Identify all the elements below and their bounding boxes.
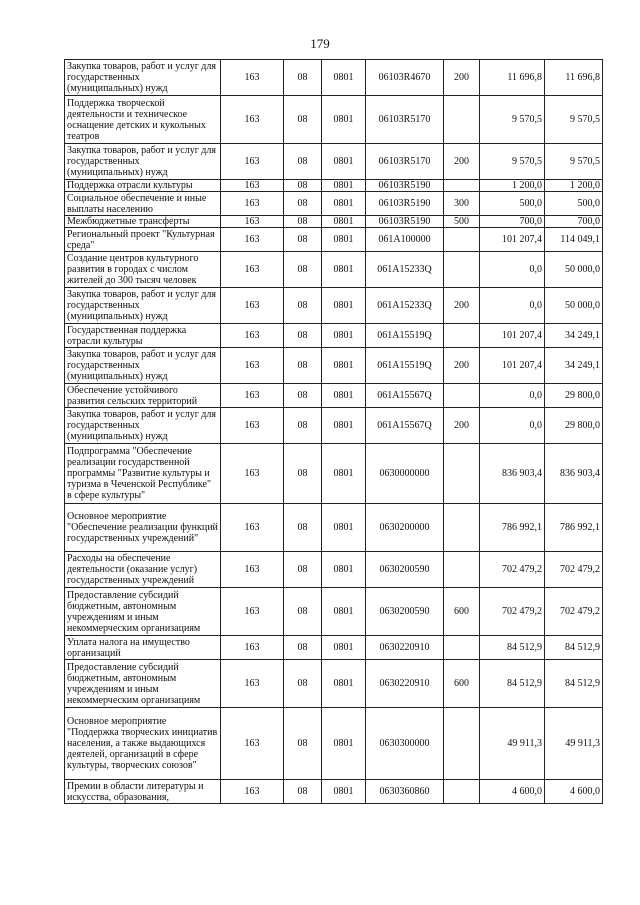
row-amount-2: 500,0 [545,192,603,216]
table-row [65,444,603,504]
row-expense-type: 600 [444,660,480,708]
row-name: Межбюджетные трансферты [65,216,221,228]
row-code: 163 [221,660,284,708]
row-name: Расходы на обеспечение деятельности (оказание услуг) государственных учреждений [65,552,221,588]
row-target-code: 06103R4670 [366,60,444,96]
row-code: 163 [221,324,284,348]
table-row [65,324,603,348]
row-subsection: 0801 [322,60,366,96]
row-amount-2: 1 200,0 [545,180,603,192]
row-amount-2: 702 479,2 [545,552,603,588]
row-target-code: 0630220910 [366,636,444,660]
row-target-code: 0630220910 [366,660,444,708]
row-subsection: 0801 [322,216,366,228]
row-expense-type [444,324,480,348]
row-subsection: 0801 [322,444,366,504]
budget-table [64,59,603,804]
row-target-code: 061A15519Q [366,324,444,348]
row-amount-2: 114 049,1 [545,228,603,252]
table-row [65,408,603,444]
row-code: 163 [221,180,284,192]
row-amount-1: 4 600,0 [480,780,545,804]
row-section: 08 [284,96,322,144]
row-name: Закупка товаров, работ и услуг для государственных (муниципальных) нужд [65,408,221,444]
row-subsection: 0801 [322,228,366,252]
row-code: 163 [221,444,284,504]
row-amount-2: 702 479,2 [545,588,603,636]
row-name: Закупка товаров, работ и услуг для государственных (муниципальных) нужд [65,144,221,180]
row-name: Социальное обеспечение и иные выплаты населению [65,192,221,216]
row-amount-2: 786 992,1 [545,504,603,552]
row-target-code: 06103R5190 [366,216,444,228]
page-number: 179 [310,36,330,51]
row-section: 08 [284,444,322,504]
row-expense-type [444,504,480,552]
row-code: 163 [221,552,284,588]
row-section: 08 [284,60,322,96]
row-amount-1: 700,0 [480,216,545,228]
row-section: 08 [284,660,322,708]
row-amount-1: 786 992,1 [480,504,545,552]
row-expense-type: 300 [444,192,480,216]
row-section: 08 [284,504,322,552]
row-subsection: 0801 [322,588,366,636]
table-row [65,144,603,180]
row-expense-type: 200 [444,348,480,384]
row-code: 163 [221,408,284,444]
row-code: 163 [221,504,284,552]
row-target-code: 061A15519Q [366,348,444,384]
row-section: 08 [284,192,322,216]
row-amount-2: 49 911,3 [545,708,603,780]
row-amount-2: 700,0 [545,216,603,228]
row-expense-type: 200 [444,408,480,444]
row-section: 08 [284,408,322,444]
row-amount-1: 0,0 [480,408,545,444]
row-subsection: 0801 [322,324,366,348]
row-section: 08 [284,228,322,252]
row-code: 163 [221,288,284,324]
row-amount-1: 500,0 [480,192,545,216]
row-section: 08 [284,588,322,636]
row-amount-1: 101 207,4 [480,324,545,348]
row-section: 08 [284,384,322,408]
row-target-code: 0630200590 [366,552,444,588]
row-amount-1: 11 696,8 [480,60,545,96]
row-expense-type: 200 [444,60,480,96]
row-subsection: 0801 [322,144,366,180]
row-target-code: 06103R5170 [366,96,444,144]
row-expense-type [444,384,480,408]
row-expense-type [444,228,480,252]
row-code: 163 [221,636,284,660]
row-subsection: 0801 [322,96,366,144]
table-row [65,288,603,324]
row-target-code: 061A15567Q [366,408,444,444]
row-expense-type: 600 [444,588,480,636]
row-target-code: 061A15233Q [366,288,444,324]
row-target-code: 06103R5190 [366,192,444,216]
row-expense-type [444,252,480,288]
table-row [65,636,603,660]
row-code: 163 [221,252,284,288]
row-section: 08 [284,708,322,780]
table-row [65,60,603,96]
row-amount-1: 9 570,5 [480,144,545,180]
row-amount-1: 84 512,9 [480,660,545,708]
row-section: 08 [284,144,322,180]
row-section: 08 [284,252,322,288]
row-subsection: 0801 [322,636,366,660]
row-expense-type: 500 [444,216,480,228]
row-expense-type [444,708,480,780]
row-section: 08 [284,288,322,324]
row-subsection: 0801 [322,504,366,552]
row-code: 163 [221,60,284,96]
row-amount-1: 702 479,2 [480,552,545,588]
row-subsection: 0801 [322,180,366,192]
row-amount-1: 49 911,3 [480,708,545,780]
table-row [65,780,603,804]
row-name: Создание центров культурного развития в городах с числом жителей до 300 тысяч человек [65,252,221,288]
row-amount-2: 9 570,5 [545,96,603,144]
row-section: 08 [284,216,322,228]
row-code: 163 [221,144,284,180]
row-target-code: 061A100000 [366,228,444,252]
row-target-code: 061A15567Q [366,384,444,408]
row-subsection: 0801 [322,708,366,780]
row-amount-2: 836 903,4 [545,444,603,504]
row-subsection: 0801 [322,192,366,216]
row-target-code: 0630200000 [366,504,444,552]
row-name: Основное мероприятие "Обеспечение реализации функций государственных учреждений" [65,504,221,552]
row-amount-2: 9 570,5 [545,144,603,180]
row-section: 08 [284,180,322,192]
row-subsection: 0801 [322,384,366,408]
row-name: Предоставление субсидий бюджетным, автономным учреждениям и иным некоммерческим организациям [65,588,221,636]
row-section: 08 [284,324,322,348]
row-amount-2: 11 696,8 [545,60,603,96]
row-expense-type [444,180,480,192]
row-subsection: 0801 [322,288,366,324]
row-name: Закупка товаров, работ и услуг для государственных (муниципальных) нужд [65,348,221,384]
row-target-code: 061A15233Q [366,252,444,288]
row-amount-1: 1 200,0 [480,180,545,192]
row-name: Предоставление субсидий бюджетным, автономным учреждениям и иным некоммерческим организациям [65,660,221,708]
row-code: 163 [221,96,284,144]
row-name: Поддержка творческой деятельности и техническое оснащение детских и кукольных театров [65,96,221,144]
row-target-code: 06103R5170 [366,144,444,180]
table-row [65,192,603,216]
row-name: Региональный проект "Культурная среда" [65,228,221,252]
table-row [65,588,603,636]
table-row [65,504,603,552]
row-subsection: 0801 [322,780,366,804]
table-row [65,228,603,252]
row-amount-1: 0,0 [480,384,545,408]
row-expense-type [444,780,480,804]
table-row [65,180,603,192]
row-code: 163 [221,348,284,384]
table-row [65,96,603,144]
table-row [65,252,603,288]
row-code: 163 [221,588,284,636]
row-target-code: 0630300000 [366,708,444,780]
table-row [65,384,603,408]
row-amount-2: 29 800,0 [545,408,603,444]
row-target-code: 06103R5190 [366,180,444,192]
row-code: 163 [221,228,284,252]
row-expense-type [444,552,480,588]
row-name: Поддержка отрасли культуры [65,180,221,192]
row-expense-type: 200 [444,288,480,324]
row-name: Подпрограмма "Обеспечение реализации государственной программы "Развитие культуры и туризма в Чеченской Республике" в сфере культуры" [65,444,221,504]
row-expense-type [444,96,480,144]
row-section: 08 [284,552,322,588]
row-subsection: 0801 [322,348,366,384]
row-amount-2: 34 249,1 [545,348,603,384]
row-expense-type [444,636,480,660]
row-amount-1: 0,0 [480,252,545,288]
row-target-code: 0630200590 [366,588,444,636]
row-section: 08 [284,636,322,660]
row-name: Государственная поддержка отрасли культуры [65,324,221,348]
row-expense-type [444,444,480,504]
row-code: 163 [221,216,284,228]
row-code: 163 [221,192,284,216]
row-amount-2: 84 512,9 [545,660,603,708]
row-amount-2: 29 800,0 [545,384,603,408]
row-expense-type: 200 [444,144,480,180]
row-amount-2: 50 000,0 [545,252,603,288]
row-section: 08 [284,348,322,384]
row-name: Закупка товаров, работ и услуг для государственных (муниципальных) нужд [65,60,221,96]
row-target-code: 0630000000 [366,444,444,504]
row-subsection: 0801 [322,660,366,708]
row-section: 08 [284,780,322,804]
row-amount-1: 101 207,4 [480,348,545,384]
row-amount-1: 836 903,4 [480,444,545,504]
table-row [65,708,603,780]
table-body [65,60,603,804]
row-amount-1: 702 479,2 [480,588,545,636]
table-row [65,552,603,588]
row-amount-1: 0,0 [480,288,545,324]
row-code: 163 [221,708,284,780]
row-name: Премии в области литературы и искусства, образования, [65,780,221,804]
table-row [65,216,603,228]
row-name: Основное мероприятие "Поддержка творческих инициатив населения, а также выдающихся деятелей, организаций в сфере культуры, творческих союзов" [65,708,221,780]
row-amount-1: 101 207,4 [480,228,545,252]
table-row [65,660,603,708]
row-amount-1: 84 512,9 [480,636,545,660]
row-amount-2: 4 600,0 [545,780,603,804]
row-target-code: 0630360860 [366,780,444,804]
row-name: Обеспечение устойчивого развития сельских территорий [65,384,221,408]
row-name: Уплата налога на имущество организаций [65,636,221,660]
row-amount-1: 9 570,5 [480,96,545,144]
row-code: 163 [221,384,284,408]
row-amount-2: 50 000,0 [545,288,603,324]
row-subsection: 0801 [322,552,366,588]
row-name: Закупка товаров, работ и услуг для государственных (муниципальных) нужд [65,288,221,324]
row-amount-2: 84 512,9 [545,636,603,660]
table-row [65,348,603,384]
row-amount-2: 34 249,1 [545,324,603,348]
row-code: 163 [221,780,284,804]
row-subsection: 0801 [322,252,366,288]
row-subsection: 0801 [322,408,366,444]
